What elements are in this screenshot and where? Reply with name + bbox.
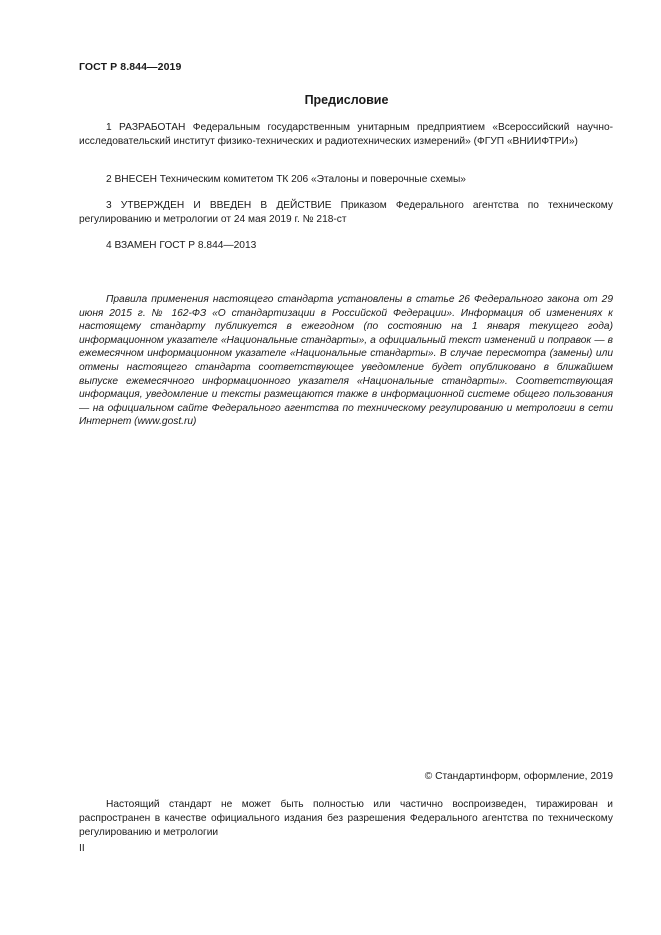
foreword-item-text: 2 ВНЕСЕН Техническим комитетом ТК 206 «Эталоны и поверочные схемы» bbox=[106, 174, 466, 185]
foreword-title: Предисловие bbox=[304, 93, 389, 107]
foreword-item-replaces bbox=[79, 239, 613, 253]
notice-text: Правила применения настоящего стандарта установлены в статье 26 Федерального закона от 29 июня 2015 г. № 162-ФЗ «О стандартизации в Российской Федерации». Информация об изменениях к настоящему стандарту публикуется в ежегодном (по состоянию на 1 января текущего года) информационном указателе «Национальные стандарты», а официальный текст изменений и поправок — в ежемесячном информационном указателе «Национальные стандарты». В случае пересмотра (замены) или отмены настоящего стандарта соответствующее уведомление будет опубликовано в ближайшем выпуске ежемесячного информационного указателя «Национальные стандарты». Соответствующая информация, уведомление и тексты размещаются также в информационной системе общего пользования — на официальном сайте Федерального агентства по техническому регулированию и метрологии в сети Интернет (www.gost.ru) bbox=[79, 294, 613, 428]
foreword-item-text: 3 УТВЕРЖДЕН И ВВЕДЕН В ДЕЙСТВИЕ Приказом Федерального агентства по техническому регулированию и метрологии от 24 мая 2019 г. № 218-ст bbox=[79, 200, 613, 225]
foreword-item-approved bbox=[79, 199, 613, 227]
application-rules-notice bbox=[79, 293, 613, 429]
foreword-item-developed bbox=[79, 121, 613, 149]
document-id-header: ГОСТ Р 8.844—2019 bbox=[79, 61, 182, 73]
foreword-item-text: 4 ВЗАМЕН ГОСТ Р 8.844—2013 bbox=[106, 240, 257, 251]
foreword-item-text: 1 РАЗРАБОТАН Федеральным государственным унитарным предприятием «Всероссийский научно-исследовательский институт физико-технических и радиотехнических измерений» (ФГУП «ВНИИФТРИ») bbox=[79, 122, 613, 147]
reproduction-notice bbox=[79, 798, 613, 840]
copyright-line: © Стандартинформ, оформление, 2019 bbox=[424, 771, 613, 782]
page-number: II bbox=[79, 843, 85, 854]
reproduction-notice-text: Настоящий стандарт не может быть полностью или частично воспроизведен, тиражирован и распространен в качестве официального издания без разрешения Федерального агентства по техническому регулированию и метрологии bbox=[79, 799, 613, 838]
foreword-item-introduced bbox=[79, 173, 613, 187]
